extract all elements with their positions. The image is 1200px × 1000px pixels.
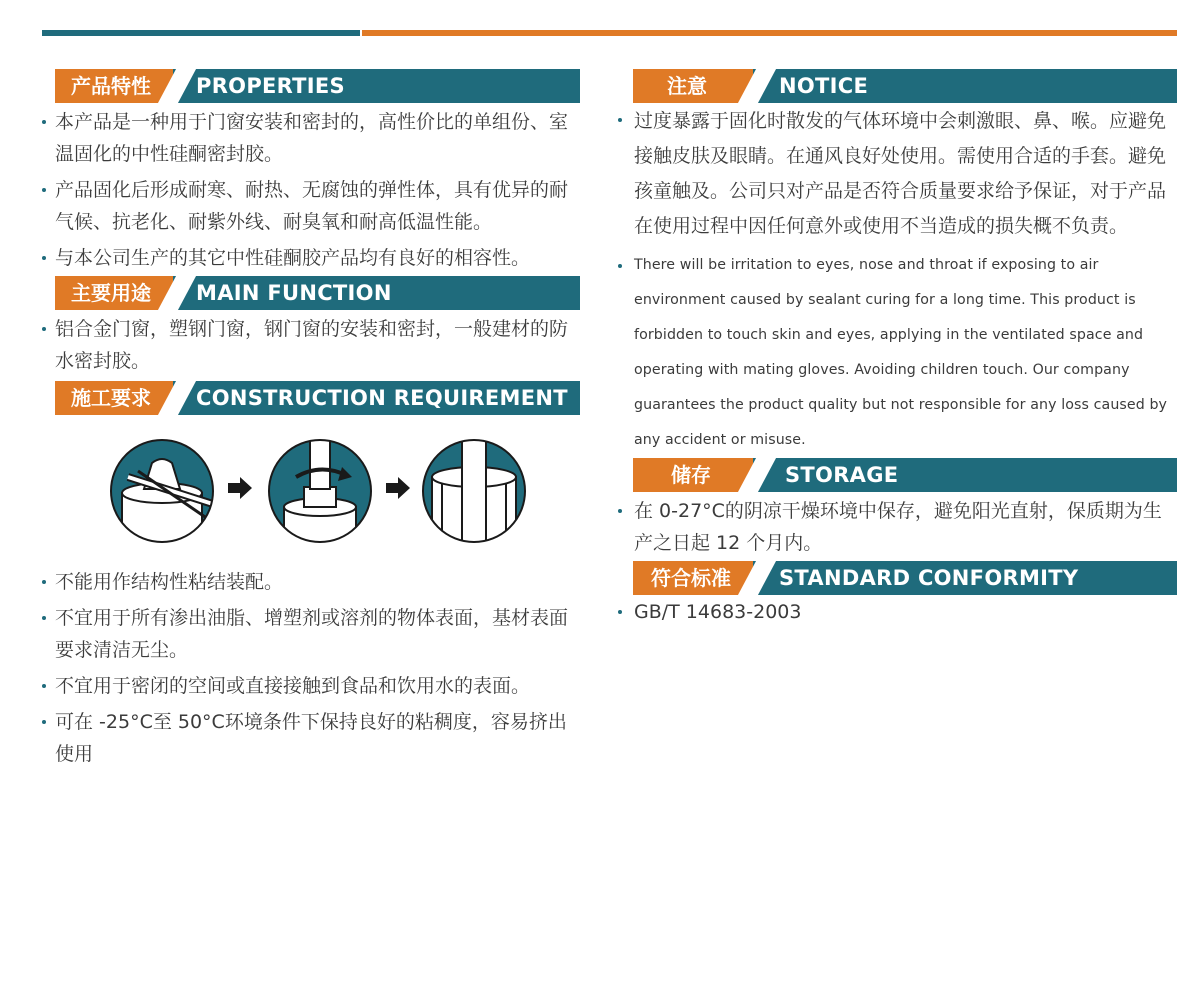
section-title-en: STORAGE <box>785 463 899 487</box>
section-title-cn: 主要用途 <box>71 281 151 305</box>
top-rule-teal <box>42 30 360 36</box>
notice-cn-list <box>618 104 1178 244</box>
top-rule-orange <box>362 30 1177 36</box>
section-header-construction <box>55 381 580 415</box>
list-item: 产品固化后形成耐寒、耐热、无腐蚀的弹性体，具有优异的耐气候、抗老化、耐紫外线、耐臭氧和耐高低温性能。 <box>42 174 582 238</box>
right-column <box>618 69 1178 628</box>
list-item: 不宜用于密闭的空间或直接接触到食品和饮用水的表面。 <box>42 670 582 702</box>
list-item: 本产品是一种用于门窗安装和密封的，高性价比的单组份、室温固化的中性硅酮密封胶。 <box>42 106 582 170</box>
list-item: 过度暴露于固化时散发的气体环境中会刺激眼、鼻、喉。应避免接触皮肤及眼睛。在通风良好处使用。需使用合适的手套。避免孩童触及。公司只对产品是否符合质量要求给予保证，对于产品在使用过程中因任何意外或使用不当造成的损失概不负责。 <box>618 104 1178 244</box>
section-header-storage <box>633 458 1177 492</box>
cut-nozzle-icon <box>108 437 216 545</box>
notice-en-list <box>618 248 1178 458</box>
list-item: 不能用作结构性粘结装配。 <box>42 566 582 598</box>
properties-list <box>42 106 582 274</box>
section-title-cn: 储存 <box>671 463 711 487</box>
arrow-right-icon <box>386 477 410 499</box>
screw-nozzle-icon <box>266 437 374 545</box>
list-item: 与本公司生产的其它中性硅酮胶产品均有良好的相容性。 <box>42 242 582 274</box>
list-item: There will be irritation to eyes, nose and throat if exposing to air environment caused by sealant curing for a long time. This product is forbidden to touch skin and eyes, applying in the ventilated space and operating with mating gloves. Avoiding children touch. Our company guarantees the product quality but not responsible for any loss caused by any accident or misuse. <box>618 248 1178 458</box>
section-title-en: MAIN FUNCTION <box>196 281 392 305</box>
section-title-en: PROPERTIES <box>196 74 345 98</box>
list-item: 铝合金门窗，塑钢门窗，钢门窗的安装和密封，一般建材的防水密封胶。 <box>42 313 582 377</box>
list-item: 不宜用于所有渗出油脂、增塑剂或溶剂的物体表面，基材表面要求清洁无尘。 <box>42 602 582 666</box>
section-header-standard <box>633 561 1177 595</box>
section-header-properties <box>55 69 580 103</box>
left-column <box>42 69 582 770</box>
construction-steps <box>42 415 582 565</box>
standard-list <box>618 596 1178 628</box>
list-item: GB/T 14683-2003 <box>618 596 1178 628</box>
section-header-main-function <box>55 276 580 310</box>
section-title-cn: 符合标准 <box>651 566 731 590</box>
arrow-right-icon <box>228 477 252 499</box>
section-title-cn: 产品特性 <box>71 74 151 98</box>
list-item: 可在 -25°C至 50°C环境条件下保持良好的粘稠度，容易挤出使用 <box>42 706 582 770</box>
section-title-en: NOTICE <box>779 74 869 98</box>
construction-list <box>42 566 582 770</box>
main-function-list <box>42 313 582 377</box>
section-title-cn: 注意 <box>667 74 707 98</box>
list-item: 在 0-27°C的阴凉干燥环境中保存，避免阳光直射，保质期为生产之日起 12 个月内。 <box>618 495 1178 559</box>
load-gun-icon <box>420 437 528 545</box>
section-title-en: CONSTRUCTION REQUIREMENT <box>196 386 568 410</box>
section-header-notice <box>633 69 1177 103</box>
section-title-en: STANDARD CONFORMITY <box>779 566 1079 590</box>
section-title-cn: 施工要求 <box>71 386 151 410</box>
storage-list <box>618 495 1178 559</box>
